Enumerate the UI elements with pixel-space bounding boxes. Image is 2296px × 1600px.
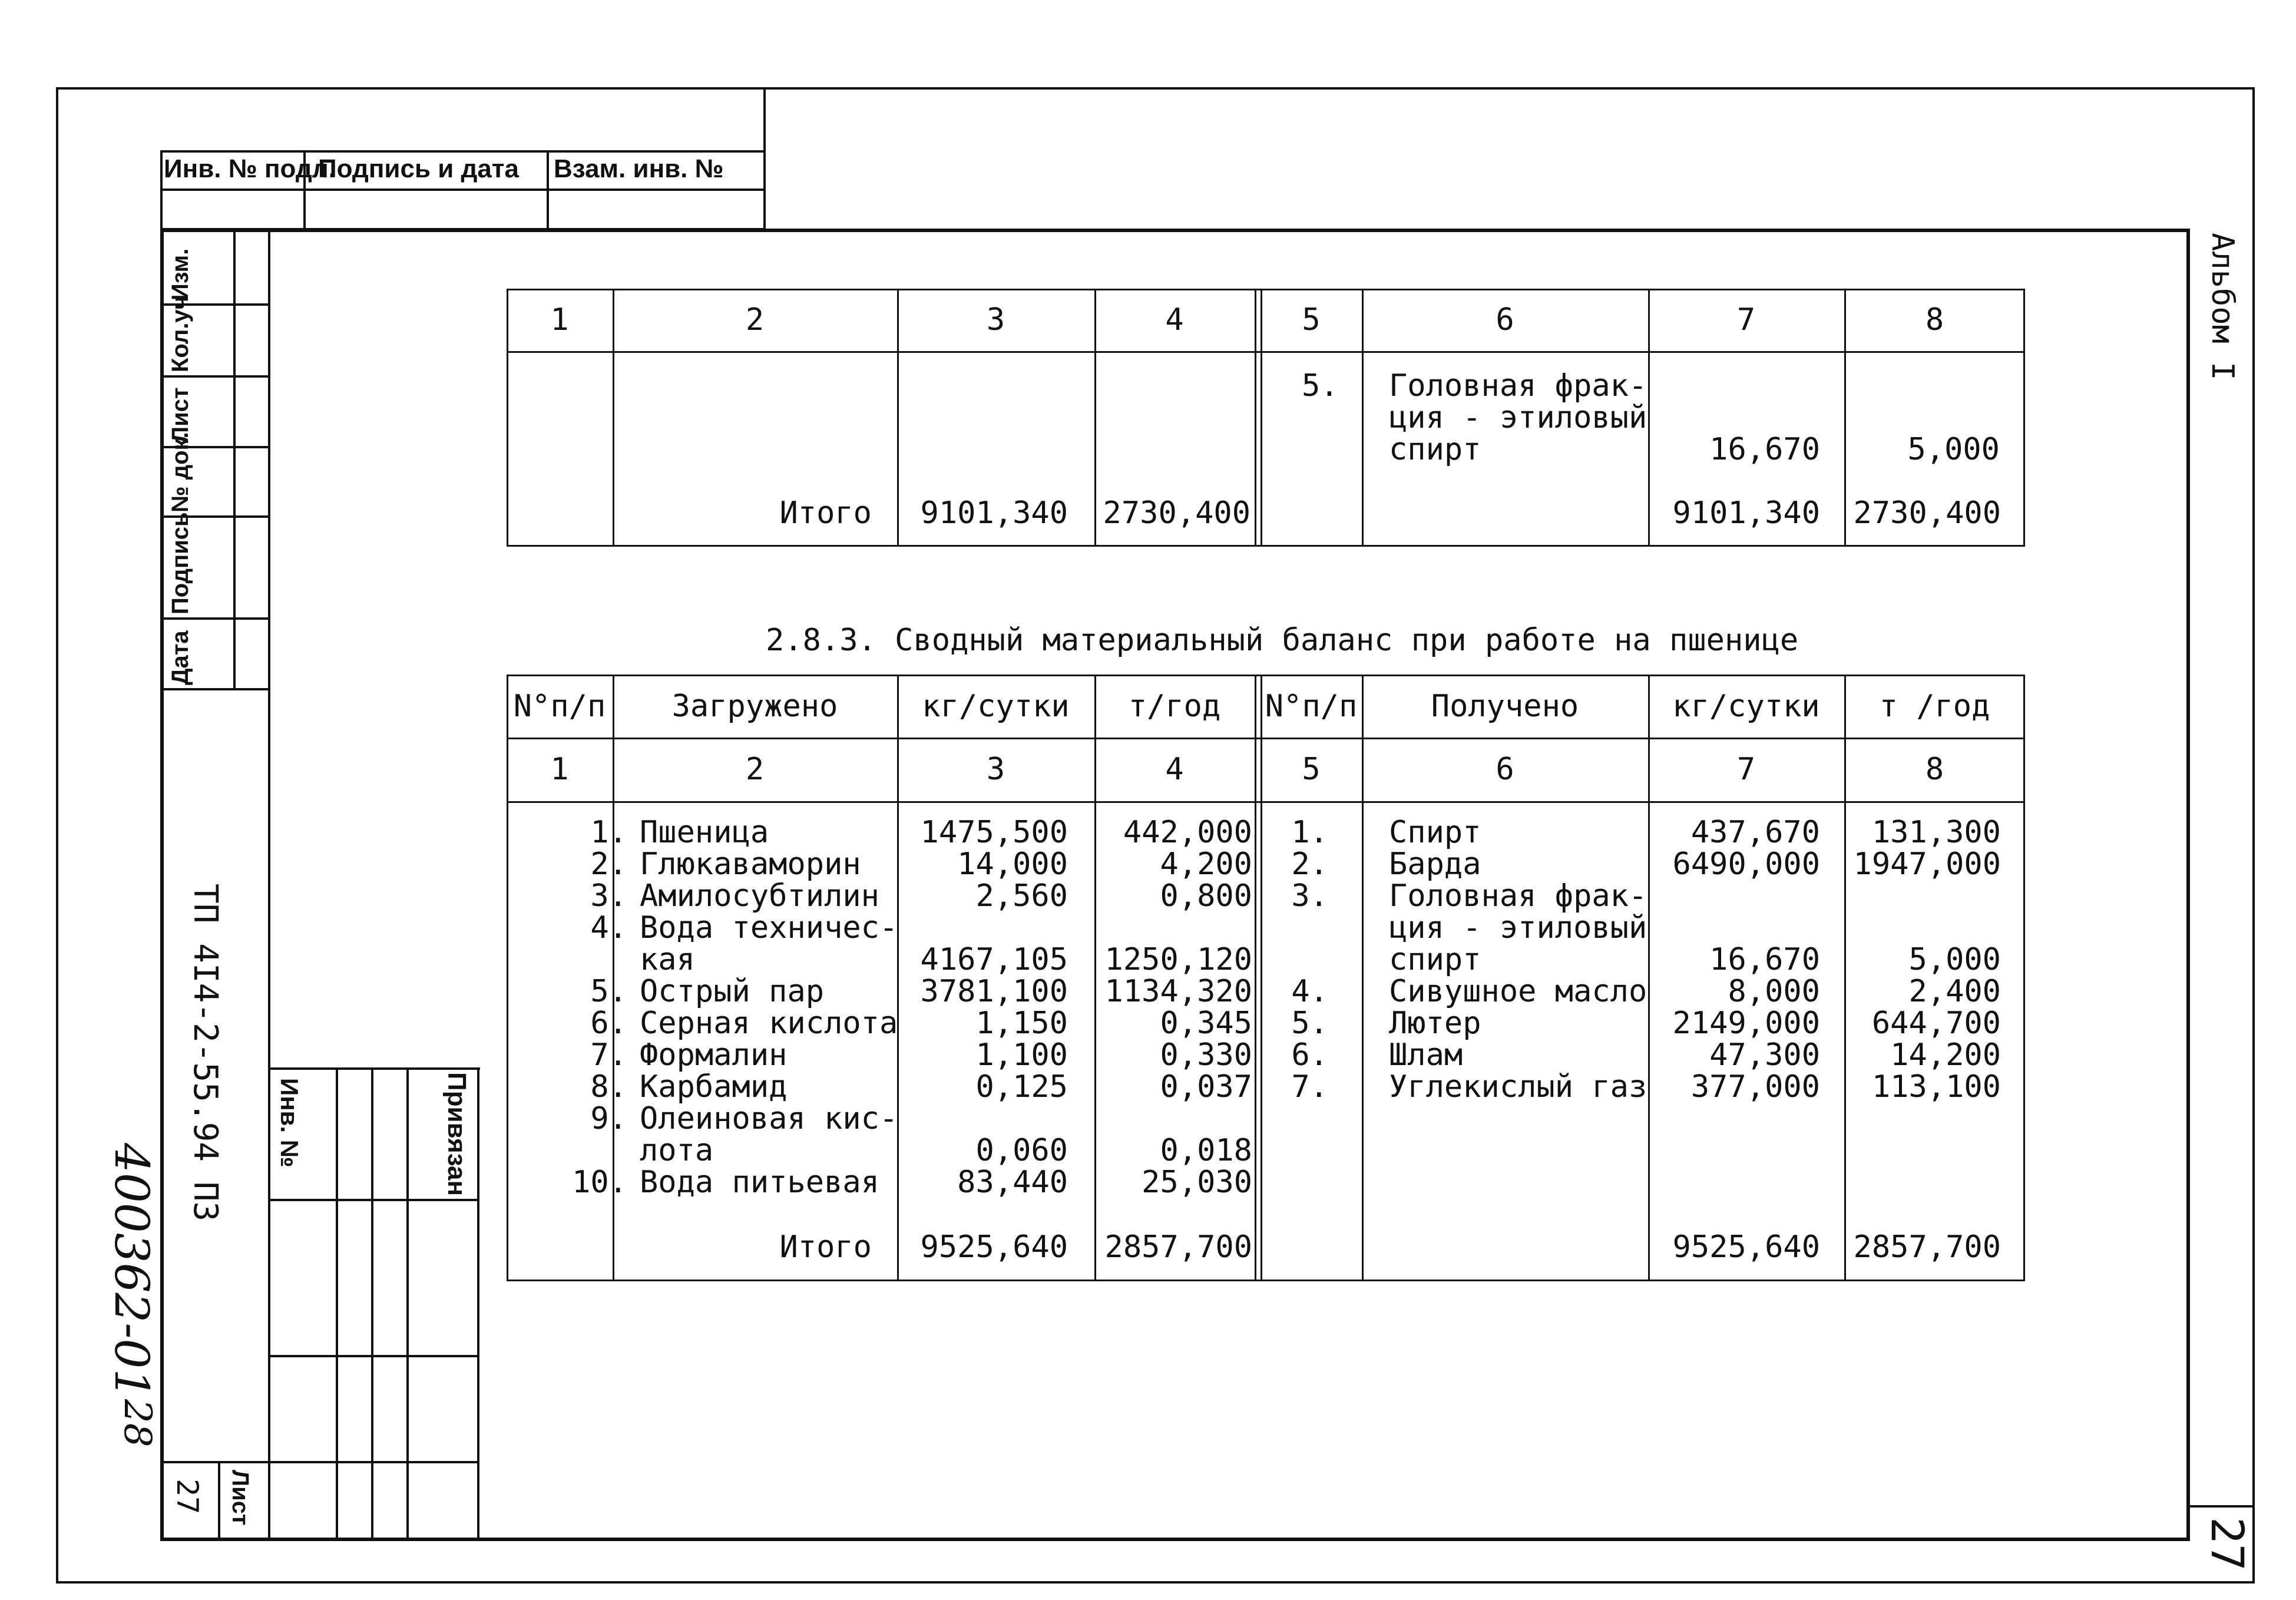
binding-label: Привязан — [442, 1072, 471, 1196]
rev-label-list: Лист — [167, 387, 193, 443]
t1-total-t-left: 2730,400 — [1103, 495, 1250, 531]
sheet-number-stamp: 27 — [170, 1479, 204, 1515]
binding-block-top — [268, 1067, 480, 1070]
t2-c4: 4 — [1165, 752, 1184, 787]
t2-h-kg-left: кг/сутки — [922, 688, 1070, 724]
t2-h-kg-right: кг/сутки — [1672, 688, 1820, 724]
rev-label-izm: Изм. — [167, 248, 193, 300]
t2-total-kg-left: 9525,640 — [920, 1229, 1068, 1265]
t2-c8: 8 — [1925, 752, 1944, 787]
rev-label-date: Дата — [167, 630, 193, 685]
t2-right-kg: 437,670 6490,000 16,670 8,000 2149,000 47,300 377,000 — [1672, 815, 1820, 1105]
t2-h-loaded: Загружено — [671, 688, 838, 724]
t2-h-num-right: N°п/п — [1265, 688, 1358, 724]
t2-total-t-left: 2857,700 — [1104, 1229, 1252, 1265]
t1-h6: 6 — [1496, 302, 1514, 338]
t2-left-kg: 1475,500 14,000 2,560 4167,105 3781,100 1,150 1,100 0,125 0,060 83,440 — [920, 815, 1068, 1200]
rev-label-kolvo: Кол.уч — [167, 296, 193, 372]
t1-h1: 1 — [550, 302, 569, 338]
binding-inv-label: Инв. № — [276, 1078, 303, 1168]
rev-label-sign: Подпись — [167, 512, 193, 614]
t1-total-label: Итого — [779, 495, 872, 531]
t1-row-kg: 16,670 — [1709, 432, 1820, 467]
t2-total-kg-right: 9525,640 — [1672, 1229, 1820, 1265]
t2-left-nums: 1. 2. 3. 4. 5. 6. 7. 8. 9. 10. — [572, 815, 627, 1200]
doc-code: ТП 4I4-2-55.94 ПЗ — [186, 884, 224, 1222]
t1-h4: 4 — [1165, 302, 1184, 338]
t2-right-names: Спирт Барда Головная фрак- ция - этиловый спирт Сивушное масло Лютер Шлам Углекислый газ — [1389, 815, 1647, 1105]
t1-h2: 2 — [745, 302, 765, 338]
t1-h3: 3 — [986, 302, 1005, 338]
t2-h-num-left: N°п/п — [513, 688, 606, 724]
t2-h-received: Получено — [1431, 688, 1579, 724]
t2-c3: 3 — [986, 752, 1005, 787]
t1-row-name: Головная фрак- ция - этиловый спирт — [1389, 368, 1647, 467]
t2-left-names: Пшеница Глюкаваморин Амилосубтилин Вода техничес- кая Острый пар Серная кислота Формалин Карбамид Олеиновая кис- лота Вода питьевая — [640, 815, 898, 1200]
t1-total-kg-left: 9101,340 — [920, 495, 1068, 531]
handwritten-page: 28 — [115, 1399, 159, 1447]
replaced-inv-label: Взам. инв. № — [554, 154, 724, 183]
t2-total-t-right: 2857,700 — [1853, 1229, 2001, 1265]
t1-row-t: 5,000 — [1907, 432, 2000, 467]
t2-total-label: Итого — [779, 1229, 872, 1265]
sheet-label: Лист — [227, 1470, 253, 1526]
t2-c6: 6 — [1496, 752, 1514, 787]
t2-right-t: 131,300 1947,000 5,000 2,400 644,700 14,200 113,100 — [1853, 815, 2001, 1105]
t1-h7: 7 — [1736, 302, 1756, 338]
album-page-number: 27 — [2201, 1517, 2254, 1571]
t1-h8: 8 — [1925, 302, 1944, 338]
t1-h5: 5 — [1302, 302, 1321, 338]
inv-no-label: Инв. № подл. — [164, 154, 336, 183]
t1-row-num: 5. — [1302, 368, 1339, 404]
t2-right-nums: 1. 2. 3. 4. 5. 6. 7. — [1291, 815, 1328, 1105]
section-title: 2.8.3. Сводный материальный баланс при работе на пшенице — [766, 623, 1799, 658]
t2-left-t: 442,000 4,200 0,800 1250,120 1134,320 0,345 0,330 0,037 0,018 25,030 — [1104, 815, 1252, 1200]
handwritten-number: 400362-01 — [104, 1143, 159, 1399]
album-label: Альбом I — [2205, 233, 2240, 381]
t2-c1: 1 — [550, 752, 569, 787]
t2-c7: 7 — [1736, 752, 1756, 787]
t2-c2: 2 — [745, 752, 765, 787]
t1-total-kg-right: 9101,340 — [1672, 495, 1820, 531]
t2-h-t-right: т /год — [1879, 688, 1990, 724]
t1-total-t-right: 2730,400 — [1853, 495, 2001, 531]
rev-label-doc: № док. — [167, 432, 193, 513]
t2-c5: 5 — [1302, 752, 1321, 787]
album-page-box-top — [2188, 1505, 2255, 1508]
t2-h-t-left: т/год — [1128, 688, 1221, 724]
sign-date-label: Подпись и дата — [318, 154, 519, 183]
